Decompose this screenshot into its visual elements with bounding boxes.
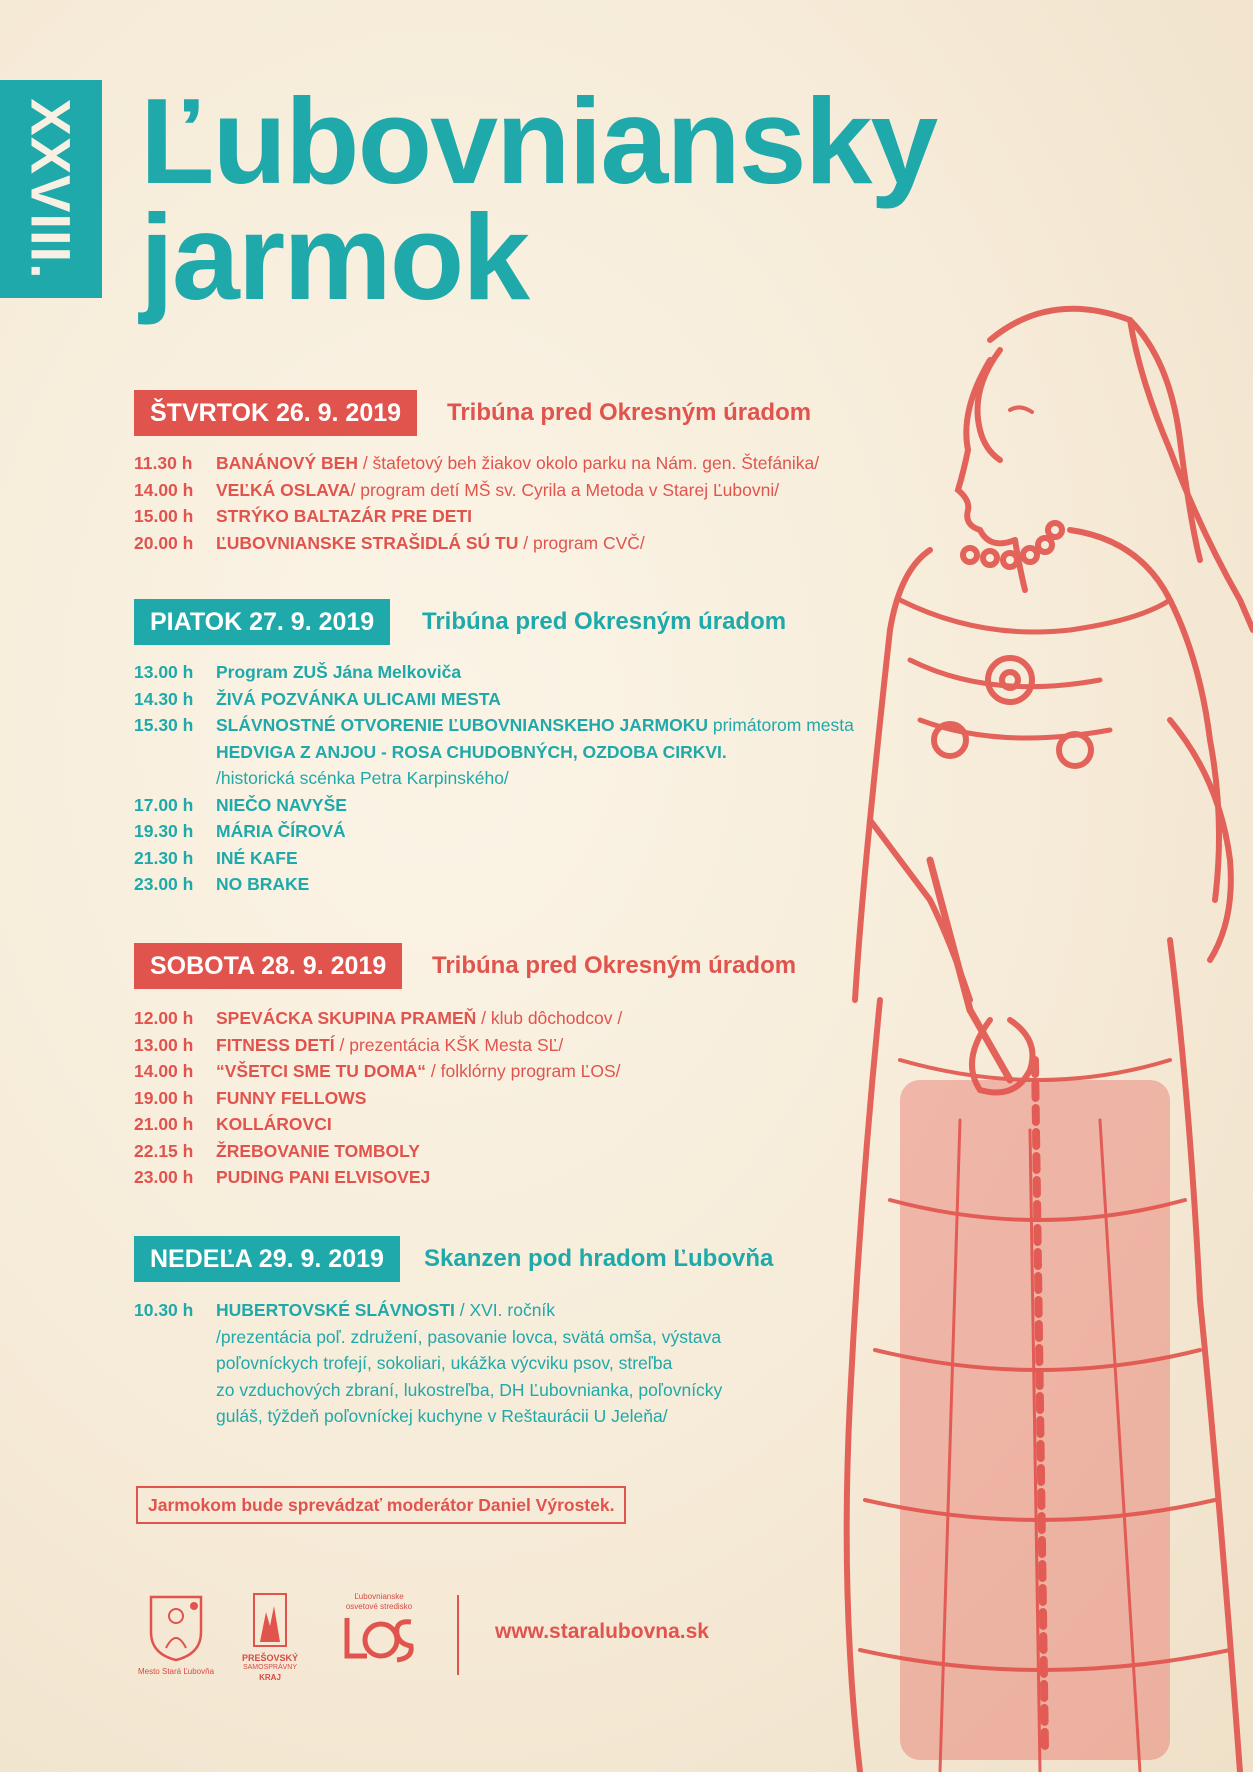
list-item: 12.00 h SPEVÁCKA SKUPINA PRAMEŇ / klub dôchodcov /: [134, 1008, 623, 1028]
center-logo-line2: osvetové stredisko: [345, 1602, 413, 1611]
center-logo-line1: Ľubovnianske: [354, 1592, 404, 1601]
folk-woman-illustration: [840, 300, 1253, 1772]
region-logo-line3: KRAJ: [259, 1673, 281, 1682]
region-emblem-icon: [252, 1592, 288, 1648]
list-item: 14.00 h “VŠETCI SME TU DOMA“ / folklórny program ĽOS/: [134, 1061, 621, 1081]
day-label-saturday: SOBOTA 28. 9. 2019: [134, 943, 402, 989]
city-coat-of-arms-icon: [146, 1592, 206, 1662]
day-label-friday: PIATOK 27. 9. 2019: [134, 599, 390, 645]
edition-tab: [0, 80, 102, 298]
list-item: 13.00 h FITNESS DETÍ / prezentácia KŠK Mesta SĽ/: [134, 1034, 564, 1055]
list-item: 17.00 h NIEČO NAVYŠE: [134, 794, 347, 815]
website-link[interactable]: www.staralubovna.sk: [495, 1620, 709, 1643]
city-logo: [136, 1592, 216, 1677]
list-item: 13.00 h Program ZUŠ Jána Melkoviča: [134, 662, 462, 682]
center-emblem-icon: [341, 1612, 417, 1668]
list-item: 21.00 h KOLLÁROVCI: [134, 1114, 332, 1134]
list-item: 21.30 h INÉ KAFE: [134, 847, 298, 868]
list-item-continuation: zo vzduchových zbraní, lukostreľba, DH Ľubovnianka, poľovnícky: [216, 1379, 723, 1400]
edition-label: XXVIII.: [19, 98, 83, 280]
venue-friday: Tribúna pred Okresným úradom: [422, 608, 787, 635]
list-item: 14.30 h ŽIVÁ POZVÁNKA ULICAMI MESTA: [134, 688, 501, 709]
list-item: 22.15 h ŽREBOVANIE TOMBOLY: [134, 1140, 420, 1161]
list-item: 15.00 h STRÝKO BALTAZÁR PRE DETI: [134, 506, 473, 526]
list-item: 23.00 h PUDING PANI ELVISOVEJ: [134, 1167, 431, 1187]
region-logo-line2: SAMOSPRÁVNY: [242, 1664, 298, 1671]
event-list-sunday: [134, 1297, 722, 1430]
list-item: 14.00 h VEĽKÁ OSLAVA/ program detí MŠ sv. Cyrila a Metoda v Starej Ľubovni/: [134, 479, 780, 500]
venue-sunday: Skanzen pod hradom Ľubovňa: [424, 1245, 774, 1272]
moderator-note: Jarmokom bude sprevádzať moderátor Daniel Výrostek.: [136, 1486, 626, 1524]
day-label-sunday: NEDEĽA 29. 9. 2019: [134, 1236, 400, 1282]
region-logo: [230, 1592, 310, 1683]
event-list-saturday: [134, 1005, 622, 1191]
event-list-thursday: [134, 450, 819, 556]
region-logo-line1: PREŠOVSKÝ: [241, 1653, 299, 1663]
list-item-continuation: /historická scénka Petra Karpinského/: [216, 768, 509, 788]
title-line-2: jarmok: [140, 189, 529, 325]
venue-thursday: Tribúna pred Okresným úradom: [447, 399, 812, 426]
footer-divider: [457, 1595, 459, 1675]
list-item-continuation: poľovníckych trofejí, sokoliari, ukážka výcviku psov, streľba: [216, 1353, 673, 1373]
culture-center-logo: [334, 1592, 424, 1673]
list-item: 10.30 h HUBERTOVSKÉ SLÁVNOSTI / XVI. ročník: [134, 1300, 556, 1320]
list-item: 11.30 h BANÁNOVÝ BEH / štafetový beh žiakov okolo parku na Nám. gen. Štefánika/: [134, 453, 820, 473]
venue-saturday: Tribúna pred Okresným úradom: [432, 952, 797, 979]
list-item-continuation: HEDVIGA Z ANJOU - ROSA CHUDOBNÝCH, OZDOBA CIRKVI.: [216, 741, 727, 762]
title-line-1: Ľubovniansky: [140, 73, 937, 209]
day-label-thursday: ŠTVRTOK 26. 9. 2019: [134, 390, 417, 436]
list-item: 20.00 h ĽUBOVNIANSKE STRAŠIDLÁ SÚ TU / program CVČ/: [134, 532, 645, 553]
list-item: 19.30 h MÁRIA ČÍROVÁ: [134, 821, 346, 841]
list-item: 15.30 h SLÁVNOSTNÉ OTVORENIE ĽUBOVNIANSKEHO JARMOKU primátorom mesta: [134, 715, 854, 735]
event-list-friday: [134, 659, 854, 898]
list-item: 23.00 h NO BRAKE: [134, 874, 310, 894]
city-logo-caption: Mesto Stará Ľubovňa: [137, 1667, 215, 1676]
list-item-continuation: /prezentácia poľ. združení, pasovanie lovca, svätá omša, výstava: [216, 1326, 722, 1347]
list-item: 19.00 h FUNNY FELLOWS: [134, 1087, 367, 1108]
list-item-continuation: guláš, týždeň poľovníckej kuchyne v Reštaurácii U Jeleňa/: [216, 1406, 668, 1426]
